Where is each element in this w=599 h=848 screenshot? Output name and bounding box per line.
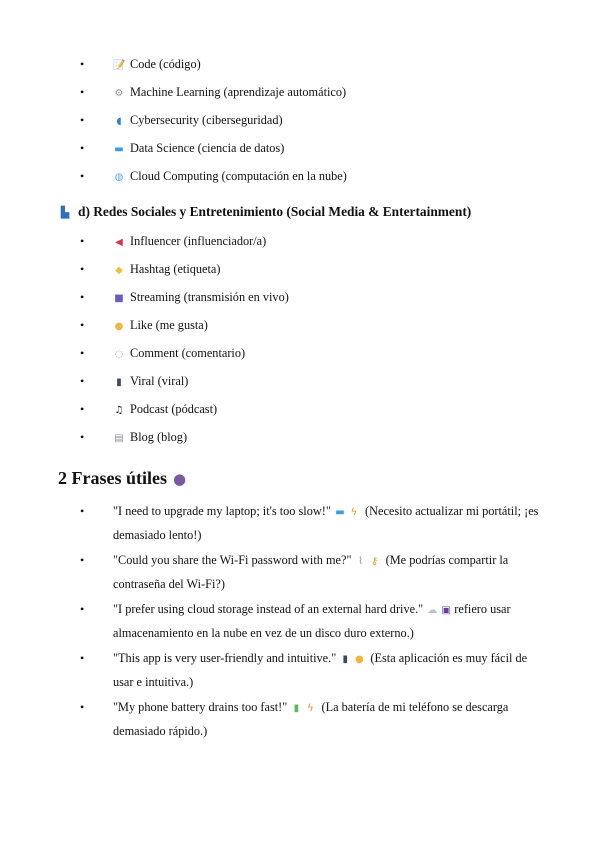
label-tag-icon: ◆ bbox=[115, 265, 123, 276]
list-item bbox=[113, 426, 553, 450]
term-text: Data Science (ciencia de datos) bbox=[130, 141, 285, 155]
speech-bubble-icon: ◌ bbox=[114, 349, 124, 360]
mailbox-icon: ▙ bbox=[60, 206, 70, 219]
antenna-icon: ⌇ bbox=[358, 556, 364, 567]
list-item bbox=[113, 230, 553, 254]
list-item bbox=[113, 286, 553, 310]
list-item bbox=[113, 314, 553, 338]
list-item bbox=[113, 53, 553, 77]
term-text: Streaming (transmisión en vivo) bbox=[130, 290, 289, 304]
term-text: Influencer (influenciador/a) bbox=[130, 234, 267, 248]
list-item bbox=[113, 137, 553, 161]
video-camera-icon: ■ bbox=[114, 293, 124, 304]
term-text: Viral (viral) bbox=[130, 374, 189, 388]
memo-icon: 📝 bbox=[113, 60, 126, 71]
list-item bbox=[113, 165, 553, 189]
laptop-icon: ▬ bbox=[335, 507, 345, 518]
phrase-item bbox=[113, 598, 543, 644]
phrase-item bbox=[113, 549, 543, 595]
phrase-spanish: (Necesito actualizar mi portátil; ¡es demasiado lento!) bbox=[113, 504, 539, 542]
key-icon: ⚷ bbox=[370, 556, 379, 567]
term-text: Code (código) bbox=[130, 57, 201, 71]
term-text: Like (me gusta) bbox=[130, 318, 208, 332]
section-heading-2 bbox=[58, 466, 191, 491]
newspaper-icon: ▤ bbox=[114, 433, 124, 444]
list-item bbox=[113, 342, 553, 366]
phrase-item bbox=[113, 647, 543, 693]
lightning-icon: ϟ bbox=[350, 507, 358, 518]
term-text: Cybersecurity (ciberseguridad) bbox=[130, 113, 283, 127]
megaphone-icon: ◀ bbox=[115, 237, 123, 248]
list-item bbox=[113, 258, 553, 282]
term-text: Blog (blog) bbox=[130, 430, 188, 444]
section-title: d) Redes Sociales y Entretenimiento (Social Media & Entertainment) bbox=[78, 204, 472, 219]
shield-icon: ◖ bbox=[116, 116, 122, 127]
computer-icon: ▬ bbox=[114, 144, 124, 155]
phrase-english: "I need to upgrade my laptop; it's too slow!" bbox=[113, 504, 331, 518]
mobile-phone-icon: ▮ bbox=[342, 654, 349, 665]
phrase-spanish: (Me podrías compartir la contraseña del Wi-Fi?) bbox=[113, 553, 509, 591]
music-note-icon: ♫ bbox=[114, 405, 124, 416]
mobile-phone-icon: ▮ bbox=[116, 377, 122, 388]
list-item bbox=[113, 370, 553, 394]
term-text: Machine Learning (aprendizaje automático) bbox=[130, 85, 347, 99]
phrase-english: "My phone battery drains too fast!" bbox=[113, 700, 288, 714]
list-item bbox=[113, 398, 553, 422]
term-text: Hashtag (etiqueta) bbox=[130, 262, 221, 276]
lightning-icon: ϟ bbox=[307, 703, 314, 714]
list-item bbox=[113, 109, 553, 133]
phrase-english: "Could you share the Wi-Fi password with me?" bbox=[113, 553, 352, 567]
term-text: Cloud Computing (computación en la nube) bbox=[130, 169, 347, 183]
phrase-item bbox=[113, 696, 543, 742]
cloud-icon: ☁ bbox=[427, 605, 438, 616]
phrase-english: "This app is very user-friendly and intuitive." bbox=[113, 651, 337, 665]
battery-icon: ▮ bbox=[293, 703, 300, 714]
speaking-head-icon: ● bbox=[172, 470, 187, 488]
gear-icon: ⚙ bbox=[114, 88, 124, 99]
phrase-spanish: (La batería de mi teléfono se descarga demasiado rápido.) bbox=[113, 700, 509, 738]
phrase-spanish: (Esta aplicación es muy fácil de usar e intuitiva.) bbox=[113, 651, 528, 689]
term-text: Comment (comentario) bbox=[130, 346, 246, 360]
term-text: Podcast (pódcast) bbox=[130, 402, 218, 416]
phrase-item bbox=[113, 500, 543, 546]
section-heading-d bbox=[59, 203, 471, 222]
phrase-english: "I prefer using cloud storage instead of an external hard drive." bbox=[113, 602, 424, 616]
floppy-disk-icon: ▣ bbox=[441, 605, 451, 616]
thumbs-up-icon: ● bbox=[354, 654, 364, 665]
list-item bbox=[113, 81, 553, 105]
section-title: 2 Frases útiles bbox=[58, 468, 167, 488]
thumbs-up-icon: ● bbox=[114, 321, 124, 332]
phrase-spanish: refiero usar almacenamiento en la nube en vez de un disco duro externo.) bbox=[113, 602, 511, 640]
globe-icon: ◍ bbox=[114, 172, 124, 183]
